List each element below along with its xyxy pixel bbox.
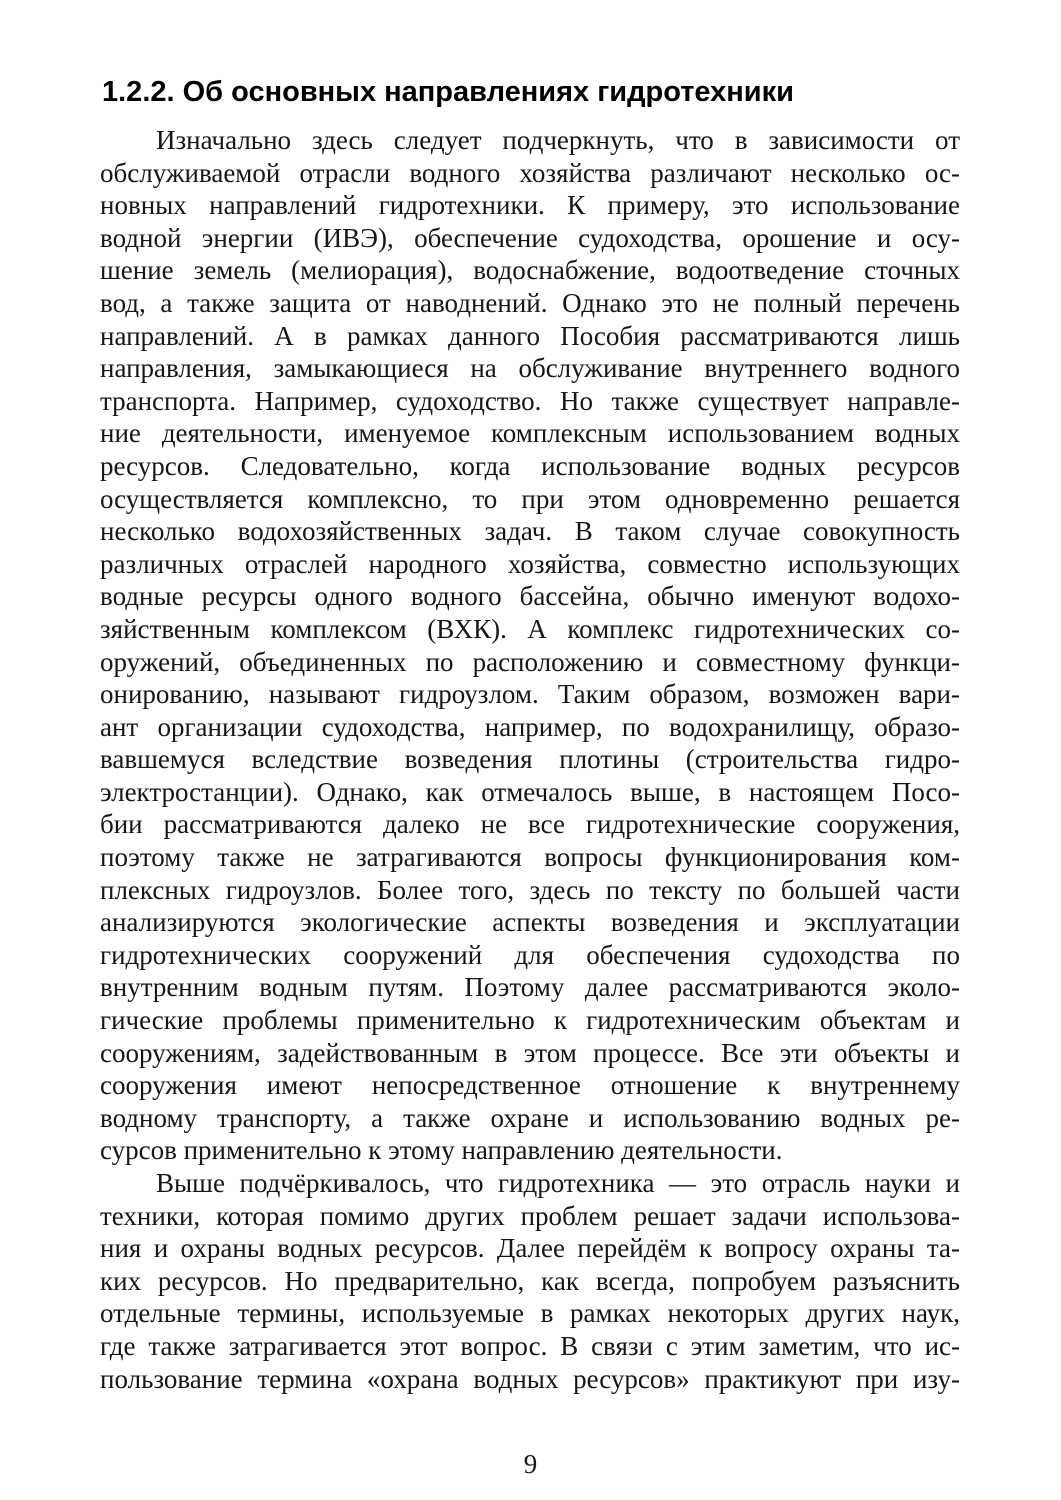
section-heading: 1.2.2. Об основных направлениях гидротехники (102, 76, 794, 108)
text-line: электростанции). Однако, как отмечалось выше, в настоящем Посо- (100, 776, 960, 807)
text-line: поэтому также не затрагиваются вопросы функционирования ком- (100, 842, 960, 873)
text-line: водной энергии (ИВЭ), обеспечение судоходства, орошение и осу- (100, 222, 960, 253)
text-line: транспорта. Например, судоходство. Но также существует направле- (100, 385, 960, 416)
text-line: анализируются экологические аспекты возведения и эксплуатации (100, 907, 960, 938)
text-line: где также затрагивается этот вопрос. В связи с этим заметим, что ис- (100, 1330, 960, 1361)
text-line: водному транспорту, а также охране и использованию водных ре- (100, 1102, 960, 1133)
text-line: вавшемуся вследствие возведения плотины (строительства гидро- (100, 744, 960, 775)
text-line: техники, которая помимо других проблем решает задачи использова- (100, 1200, 960, 1231)
text-line: плексных гидроузлов. Более того, здесь по тексту по большей части (100, 874, 960, 905)
text-line: онированию, называют гидроузлом. Таким образом, возможен вари- (100, 679, 960, 710)
text-line: сооружения имеют непосредственное отношение к внутреннему (100, 1070, 960, 1101)
text-line: ресурсов. Следовательно, когда использование водных ресурсов (100, 450, 960, 481)
text-line: различных отраслей народного хозяйства, совместно использующих (100, 548, 960, 579)
page-number: 9 (523, 1449, 538, 1479)
text-line: бии рассматриваются далеко не все гидротехнические сооружения, (100, 809, 960, 840)
text-line: ния и охраны водных ресурсов. Далее перейдём к вопросу охраны та- (100, 1233, 960, 1264)
text-line: новных направлений гидротехники. К примеру, это использование (100, 190, 960, 221)
text-line: Изначально здесь следует подчеркнуть, что в зависимости от (156, 125, 960, 155)
text-line: ние деятельности, именуемое комплексным использованием водных (100, 418, 960, 449)
text-line: вод, а также защита от наводнений. Однако это не полный перечень (100, 287, 960, 318)
text-line: Выше подчёркивалось, что гидротехника — это отрасль науки и (156, 1168, 960, 1198)
text-line: направления, замыкающиеся на обслуживание внутреннего водного (100, 353, 960, 384)
text-line: сурсов применительно к этому направлению деятельности. (100, 1135, 783, 1166)
text-line: осуществляется комплексно, то при этом одновременно решается (100, 483, 960, 514)
text-line: зяйственным комплексом (ВХК). А комплекс гидротехнических со- (100, 613, 960, 644)
text-line: шение земель (мелиорация), водоснабжение, водоотведение сточных (100, 255, 960, 286)
text-line: отдельные термины, используемые в рамках некоторых других наук, (100, 1298, 960, 1329)
text-line: гические проблемы применительно к гидротехническим объектам и (100, 1005, 960, 1036)
text-line: несколько водохозяйственных задач. В таком случае совокупность (100, 516, 960, 547)
text-line: сооружениям, задействованным в этом процессе. Все эти объекты и (100, 1037, 960, 1068)
body-text (100, 124, 960, 1395)
text-line: обслуживаемой отрасли водного хозяйства различают несколько ос- (100, 157, 960, 188)
text-line: ант организации судоходства, например, по водохранилищу, образо- (100, 711, 960, 742)
text-line: пользование термина «охрана водных ресурсов» практикуют при изу- (100, 1363, 960, 1394)
text-line: ких ресурсов. Но предварительно, как всегда, попробуем разъяснить (100, 1265, 960, 1296)
paragraph (100, 1167, 960, 1395)
text-line: внутренним водным путям. Поэтому далее рассматриваются эколо- (100, 972, 960, 1003)
text-line: оружений, объединенных по расположению и совместному функци- (100, 646, 960, 677)
text-line: направлений. А в рамках данного Пособия рассматриваются лишь (100, 320, 960, 351)
text-line: гидротехнических сооружений для обеспечения судоходства по (100, 939, 960, 970)
text-line: водные ресурсы одного водного бассейна, обычно именуют водохо- (100, 581, 960, 612)
paragraph (100, 124, 960, 1167)
